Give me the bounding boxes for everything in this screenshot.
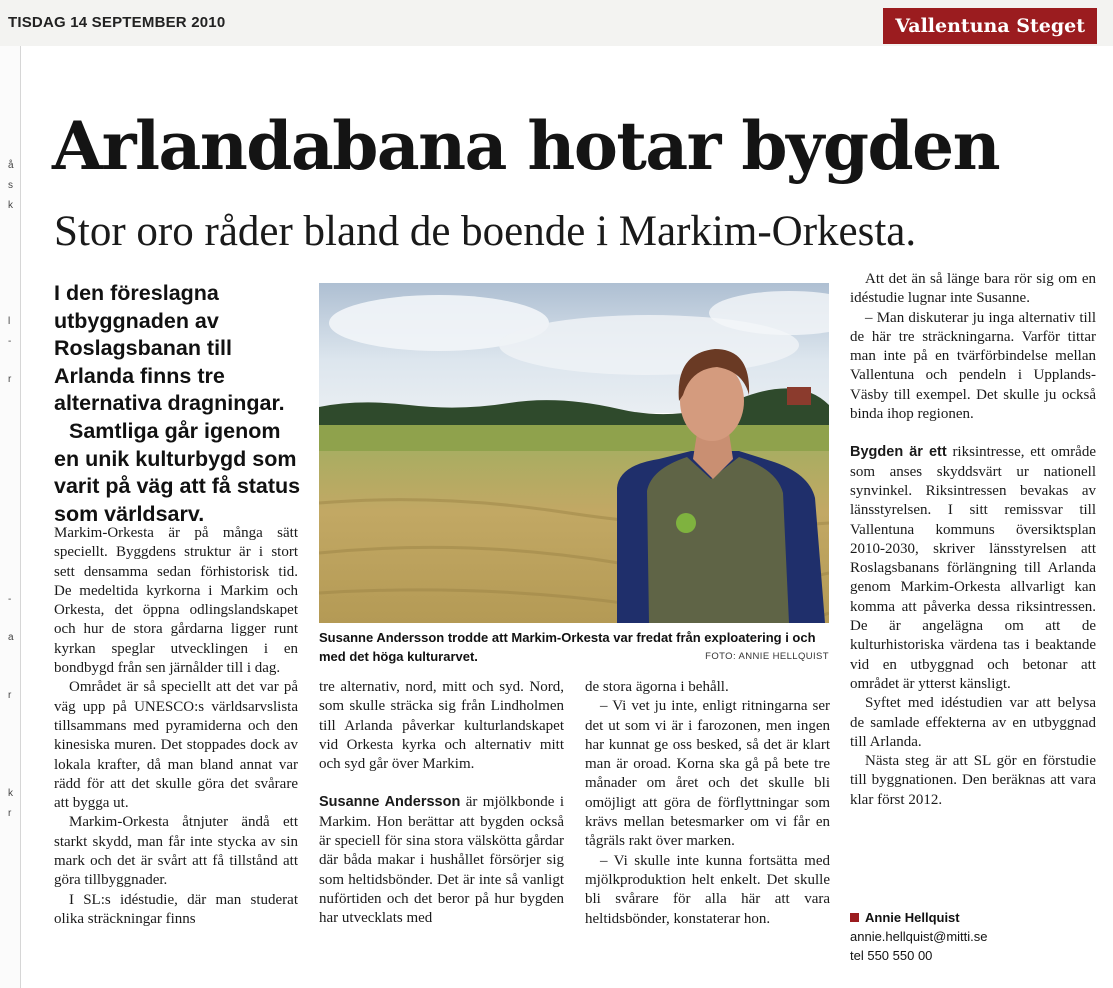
margin-fragment: k <box>8 788 13 799</box>
previous-page-edge <box>0 46 21 988</box>
quote-paragraph: – Vi vet ju inte, enligt ritningarna ser det ut som vi är i farozonen, men ingen har kunnat ge oss besked, så det är klart man är oroad. Korna ska gå på bete tre månader om året och det skulle bli omöjligt att göra de förflyttningar som krävs mellan betesmarker om vi får en tågräls rakt över marken. <box>585 698 830 850</box>
author-byline <box>850 908 1090 965</box>
margin-fragment: - <box>8 594 12 605</box>
margin-fragment: r <box>8 374 12 385</box>
photo-vest-logo <box>676 513 696 533</box>
quote-paragraph: – Vi skulle inte kunna fortsätta med mjölkproduktion helt enkelt. Det skulle bli svårare för alla här att vara heltidsbönder, konstaterar hon. <box>585 852 830 927</box>
body-column-1 <box>54 524 298 929</box>
margin-fragment: r <box>8 690 12 701</box>
margin-fragment: å <box>8 160 14 171</box>
body-paragraph: Markim-Orkesta åtnjuter ändå ett starkt skydd, man får inte stycka av sin mark och det är svårt att få tillstånd att göra tillbyggnader. <box>54 814 298 889</box>
article-photo <box>319 283 829 623</box>
body-paragraph: Att det än så länge bara rör sig om en idéstudie lugnar inte Susanne. <box>850 271 1096 307</box>
margin-fragment: - <box>8 336 12 347</box>
photo-caption <box>319 628 829 666</box>
photo-barn <box>787 387 811 405</box>
body-paragraph: I SL:s idéstudie, där man studerat olika sträckningar finns <box>54 891 298 927</box>
margin-fragment: r <box>8 808 12 819</box>
ingress-part-2: Samtliga går igenom en unik kulturbygd som varit på väg att få status som världsarv. <box>54 418 301 526</box>
body-paragraph: de stora ägorna i behåll. <box>585 679 729 695</box>
body-paragraph: Syftet med idéstudien var att belysa de samlade effekterna av en utbyggnad till Arlanda. <box>850 695 1096 750</box>
author-name: Annie Hellquist <box>865 910 960 925</box>
photo-credit: FOTO: ANNIE HELLQUIST <box>705 651 829 662</box>
paragraph-lead-in: Bygden är ett <box>850 444 947 461</box>
body-column-2 <box>319 678 564 929</box>
article-headline: Arlandabana hotar bygden <box>52 107 1000 185</box>
article-ingress <box>54 280 309 528</box>
photo-woman-vest <box>647 457 789 623</box>
article-subheadline: Stor oro råder bland de boende i Markim-Orkesta. <box>54 208 917 255</box>
margin-fragment: a <box>8 632 14 643</box>
body-column-3 <box>585 678 830 929</box>
body-paragraph: Susanne Andersson är mjölkbonde i Markim. Hon berättar att bygden också är speciell för sina stora välskötta gårdar där båda makar i hushållet försörjer sig som heltidsbönder. Det är inte så vanligt nuförtiden och det beror på hur bygden har utvecklats med <box>319 794 564 927</box>
author-email: annie.hellquist@mitti.se <box>850 929 988 944</box>
body-paragraph: Området är så speciellt att det var på väg upp på UNESCO:s världsarvslista tillsammans med pyramiderna och den kinesiska muren. Det stoppades dock av lokala krafter, då man bland annat var rädd för att det skulle göra det svårare att bygga ut. <box>54 679 298 812</box>
paragraph-lead-in: Susanne Andersson <box>319 794 461 811</box>
body-paragraph: Bygden är ett riksintresse, ett område som anses skyddsvärt ur nationell synvinkel. Riksintressen bevakas av länsstyrelsen. I sitt remissvar till Vallentuna kommuns översiktsplan 2010-2030, skriver länsstyrelsen att Roslagsbanans förlängning till Arlanda genom Markim-Orkesta allvarligt kan komma att påverka dessa riksintressen. De är angelägna om att de kulturhistoriska värdena tas i beaktande vid en utbyggnad och betonar att området är ytterst känsligt. <box>850 444 1096 692</box>
issue-date: TISDAG 14 SEPTEMBER 2010 <box>8 14 226 31</box>
byline-marker <box>850 913 859 922</box>
quote-paragraph: – Man diskuterar ju inga alternativ till de här tre sträckningarna. Varför tittar man inte på en tvärförbindelse mellan Vallentuna och pendeln i Upplands-Väsby till exempel. Det skulle ju också binda ihop regionen. <box>850 309 1096 423</box>
margin-fragment: l <box>8 316 11 327</box>
margin-fragment: k <box>8 200 13 211</box>
body-paragraph: Markim-Orkesta är på många sätt speciellt. Byggdens struktur är i stort sett densamma sedan förhistorisk tid. De medeltida kyrkorna i Markim och Orkesta, det öppna odlingslandskapet och hur de stora gårdarna ligger runt kyrkan speglar utvecklingen i en bondbygd från sen järnålder till i dag. <box>54 525 298 677</box>
body-paragraph: Nästa steg är att SL gör en förstudie till byggnationen. Den beräknas att vara klar först 2012. <box>850 753 1096 808</box>
ingress-part-1: I den föreslagna utbyggnaden av Roslagsbanan till Arlanda finns tre alternativa dragningar. <box>54 281 285 416</box>
page-header-bar <box>0 0 1113 46</box>
photo-green-meadow <box>319 425 829 453</box>
body-column-4 <box>850 270 1096 810</box>
publication-name: Vallentuna Steget <box>883 8 1097 44</box>
body-paragraph: tre alternativ, nord, mitt och syd. Nord, som skulle sträcka sig från Lindholmen till Arlanda påverkar kulturlandskapet vid Orkesta kyrka och alternativ mitt och syd går över Markim. <box>319 679 564 773</box>
margin-fragment: s <box>8 180 13 191</box>
author-phone: tel 550 550 00 <box>850 948 933 963</box>
photo-caption-text: Susanne Andersson trodde att Markim-Orkesta var fredat från exploatering i och med det höga kulturarvet. <box>319 630 816 664</box>
